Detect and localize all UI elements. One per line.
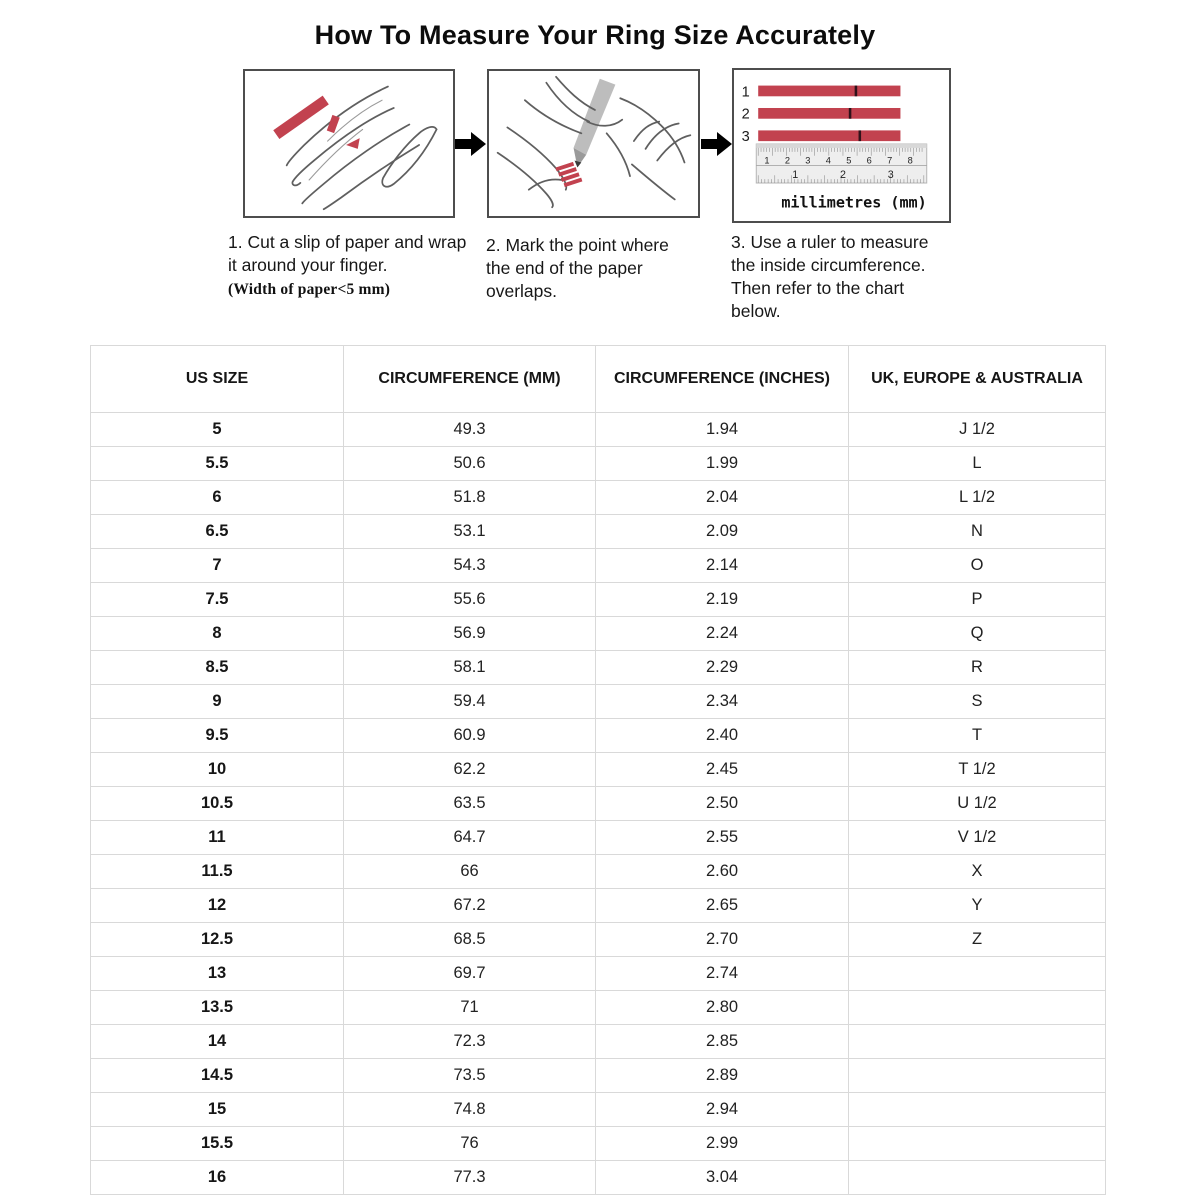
table-cell: 54.3	[344, 549, 596, 583]
table-cell: Q	[849, 617, 1106, 651]
us-size-cell: 5.5	[91, 447, 344, 481]
arrow-right-icon	[455, 131, 487, 157]
table-row	[91, 515, 1106, 549]
step2-illustration-panel	[487, 69, 700, 218]
table-row	[91, 889, 1106, 923]
table-row	[91, 923, 1106, 957]
arrow-right-icon	[701, 131, 733, 157]
table-cell: 2.50	[596, 787, 849, 821]
table-cell: 2.24	[596, 617, 849, 651]
table-header	[91, 346, 1106, 413]
us-size-cell: 10.5	[91, 787, 344, 821]
paper-strip-end-mark	[346, 138, 360, 149]
header-circumference-inches: CIRCUMFERENCE (INCHES)	[596, 346, 849, 413]
step1-caption	[228, 231, 473, 301]
table-cell: 2.19	[596, 583, 849, 617]
table-cell: 60.9	[344, 719, 596, 753]
table-row	[91, 1127, 1106, 1161]
table-row	[91, 651, 1106, 685]
header-uk-europe-australia: UK, EUROPE & AUSTRALIA	[849, 346, 1106, 413]
table-row	[91, 413, 1106, 447]
table-cell: 3.04	[596, 1161, 849, 1195]
us-size-cell: 14.5	[91, 1059, 344, 1093]
table-row	[91, 583, 1106, 617]
table-cell: 49.3	[344, 413, 596, 447]
header-us-size: US SIZE	[91, 346, 344, 413]
table-cell: 64.7	[344, 821, 596, 855]
table-cell: 2.74	[596, 957, 849, 991]
svg-text:2: 2	[784, 155, 791, 166]
table-cell: 59.4	[344, 685, 596, 719]
svg-text:8: 8	[907, 155, 913, 166]
us-size-cell: 7	[91, 549, 344, 583]
table-row	[91, 1093, 1106, 1127]
table-cell: 2.85	[596, 1025, 849, 1059]
ruler-unit-label: millimetres (mm)	[781, 193, 927, 212]
table-cell: 69.7	[344, 957, 596, 991]
table-cell: V 1/2	[849, 821, 1106, 855]
table-row	[91, 685, 1106, 719]
us-size-cell: 16	[91, 1161, 344, 1195]
us-size-cell: 13	[91, 957, 344, 991]
table-cell: 2.94	[596, 1093, 849, 1127]
table-cell: 2.40	[596, 719, 849, 753]
table-cell: 74.8	[344, 1093, 596, 1127]
table-cell: 58.1	[344, 651, 596, 685]
table-cell: J 1/2	[849, 413, 1106, 447]
table-cell: X	[849, 855, 1106, 889]
ruler-group	[756, 144, 926, 183]
table-row	[91, 957, 1106, 991]
us-size-cell: 12.5	[91, 923, 344, 957]
header-circumference-mm: CIRCUMFERENCE (MM)	[344, 346, 596, 413]
us-size-cell: 14	[91, 1025, 344, 1059]
us-size-cell: 11	[91, 821, 344, 855]
svg-text:1: 1	[764, 155, 770, 166]
us-size-cell: 8	[91, 617, 344, 651]
table-cell: O	[849, 549, 1106, 583]
table-cell: 67.2	[344, 889, 596, 923]
svg-text:3: 3	[887, 169, 894, 182]
svg-text:4: 4	[825, 155, 831, 166]
svg-text:2: 2	[741, 106, 750, 123]
table-cell	[849, 1025, 1106, 1059]
table-cell: 2.34	[596, 685, 849, 719]
table-cell: 76	[344, 1127, 596, 1161]
step1-caption-text: 1. Cut a slip of paper and wrap it around your finger.	[228, 232, 467, 276]
svg-text:1: 1	[741, 84, 750, 101]
table-cell: 50.6	[344, 447, 596, 481]
svg-text:7: 7	[887, 155, 893, 166]
table-cell: 2.80	[596, 991, 849, 1025]
us-size-cell: 15.5	[91, 1127, 344, 1161]
table-cell: 2.09	[596, 515, 849, 549]
table-row	[91, 447, 1106, 481]
table-row	[91, 1161, 1106, 1195]
table-row	[91, 855, 1106, 889]
table-body	[91, 413, 1106, 1195]
us-size-cell: 7.5	[91, 583, 344, 617]
step1-paper-width-note: (Width of paper<5 mm)	[228, 281, 391, 299]
table-row	[91, 753, 1106, 787]
step3-illustration-panel	[732, 68, 951, 223]
svg-text:2: 2	[839, 169, 846, 182]
table-header-row	[91, 346, 1106, 413]
table-row	[91, 719, 1106, 753]
table-cell: 1.99	[596, 447, 849, 481]
step3-caption	[731, 231, 949, 323]
table-cell: Z	[849, 923, 1106, 957]
us-size-cell: 11.5	[91, 855, 344, 889]
table-cell	[849, 957, 1106, 991]
svg-text:1: 1	[792, 169, 799, 182]
table-row	[91, 991, 1106, 1025]
us-size-cell: 13.5	[91, 991, 344, 1025]
svg-text:3: 3	[805, 155, 811, 166]
table-cell: Y	[849, 889, 1106, 923]
table-cell: 62.2	[344, 753, 596, 787]
table-cell: 2.14	[596, 549, 849, 583]
table-cell: 72.3	[344, 1025, 596, 1059]
ruler-measurement-illustration	[734, 70, 949, 221]
hand-marking-pencil-illustration	[489, 71, 698, 216]
table-cell: 2.89	[596, 1059, 849, 1093]
table-cell: N	[849, 515, 1106, 549]
step2-caption	[486, 234, 686, 303]
table-cell	[849, 991, 1106, 1025]
table-cell: 73.5	[344, 1059, 596, 1093]
table-cell: 2.45	[596, 753, 849, 787]
us-size-cell: 8.5	[91, 651, 344, 685]
table-cell	[849, 1093, 1106, 1127]
table-cell: L	[849, 447, 1106, 481]
table-cell: T 1/2	[849, 753, 1106, 787]
measured-strips-group	[742, 84, 901, 145]
table-cell	[849, 1059, 1106, 1093]
table-cell: 55.6	[344, 583, 596, 617]
svg-text:5: 5	[846, 155, 852, 166]
table-cell: 66	[344, 855, 596, 889]
table-cell: 1.94	[596, 413, 849, 447]
table-row	[91, 1059, 1106, 1093]
table-row	[91, 1025, 1106, 1059]
table-cell: 71	[344, 991, 596, 1025]
table-cell: P	[849, 583, 1106, 617]
table-cell: 53.1	[344, 515, 596, 549]
us-size-cell: 15	[91, 1093, 344, 1127]
table-cell: 68.5	[344, 923, 596, 957]
page-title: How To Measure Your Ring Size Accurately	[314, 20, 876, 50]
table-cell: U 1/2	[849, 787, 1106, 821]
table-cell: 63.5	[344, 787, 596, 821]
table-cell: R	[849, 651, 1106, 685]
table-cell: 2.60	[596, 855, 849, 889]
svg-text:6: 6	[866, 155, 872, 166]
table-row	[91, 549, 1106, 583]
table-cell: 51.8	[344, 481, 596, 515]
table-cell: 2.65	[596, 889, 849, 923]
ring-size-table	[90, 345, 1106, 1195]
us-size-cell: 6.5	[91, 515, 344, 549]
paper-strip	[273, 96, 329, 139]
table-cell: 56.9	[344, 617, 596, 651]
us-size-cell: 9	[91, 685, 344, 719]
step1-illustration-panel	[243, 69, 455, 218]
table-cell	[849, 1127, 1106, 1161]
table-cell: 2.29	[596, 651, 849, 685]
table-row	[91, 821, 1106, 855]
table-cell: L 1/2	[849, 481, 1106, 515]
us-size-cell: 10	[91, 753, 344, 787]
us-size-cell: 12	[91, 889, 344, 923]
table-cell: 77.3	[344, 1161, 596, 1195]
table-cell: T	[849, 719, 1106, 753]
table-cell: 2.55	[596, 821, 849, 855]
hand-with-paper-strip-illustration	[245, 71, 453, 216]
table-row	[91, 617, 1106, 651]
us-size-cell: 5	[91, 413, 344, 447]
table-cell	[849, 1161, 1106, 1195]
step3-caption-text: 3. Use a ruler to measure the inside circumference. Then refer to the chart below.	[731, 232, 929, 322]
table-cell: 2.70	[596, 923, 849, 957]
table-cell: 2.99	[596, 1127, 849, 1161]
table-row	[91, 481, 1106, 515]
step2-caption-text: 2. Mark the point where the end of the paper overlaps.	[486, 235, 669, 302]
svg-text:3: 3	[741, 129, 750, 146]
table-cell: S	[849, 685, 1106, 719]
us-size-cell: 9.5	[91, 719, 344, 753]
us-size-cell: 6	[91, 481, 344, 515]
table-cell: 2.04	[596, 481, 849, 515]
table-row	[91, 787, 1106, 821]
